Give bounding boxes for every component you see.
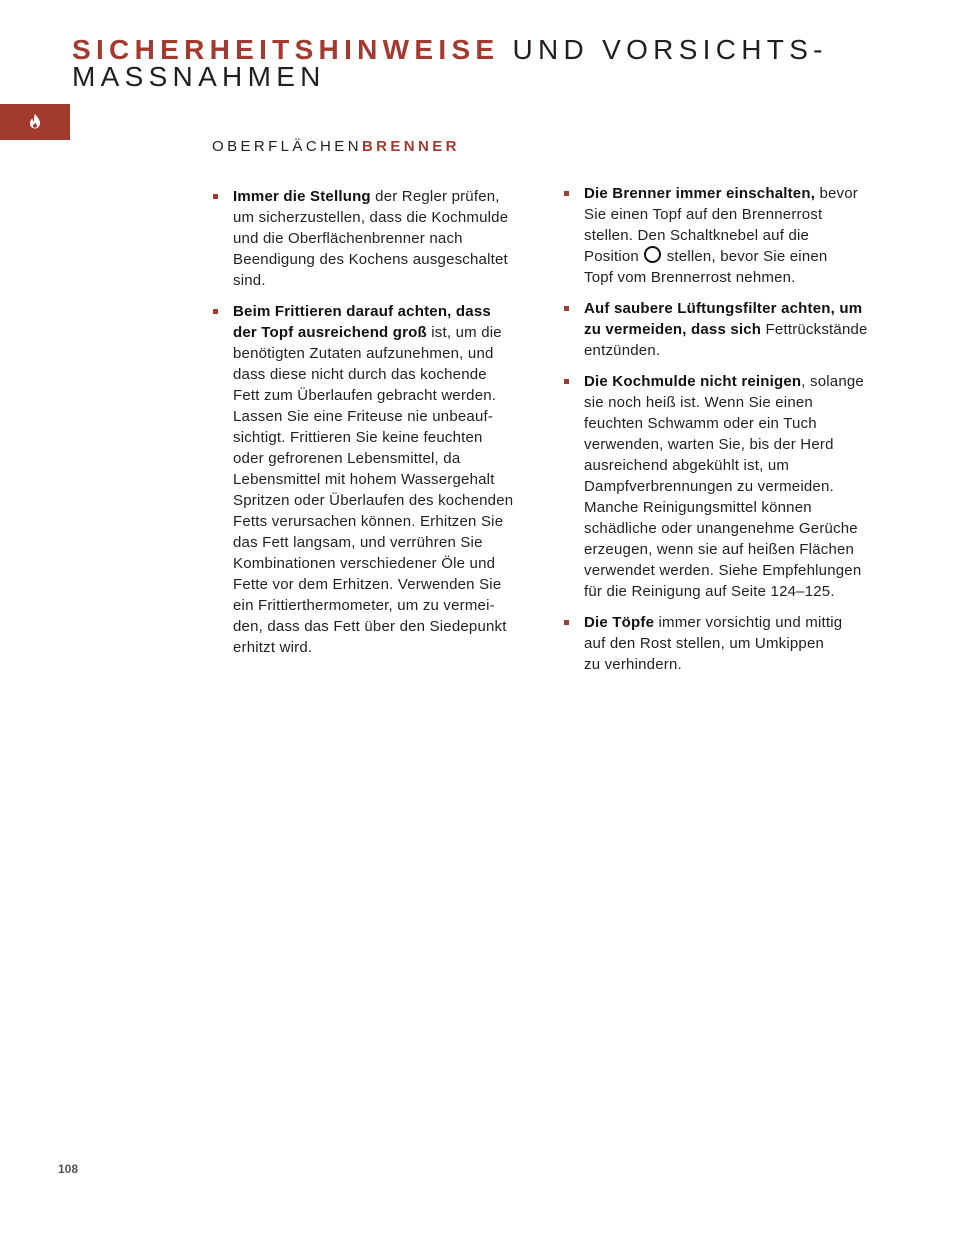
page-title-rest: UND VORSICHTS-: [499, 34, 828, 65]
bullet-square-icon: [564, 191, 569, 196]
item-text: Manche Reinigungsmittel können: [584, 499, 812, 516]
item-lead: Die Brenner immer einschalten,: [584, 185, 816, 202]
item-text: und die Oberflächenbrenner nach: [233, 230, 463, 247]
bullet-square-icon: [564, 620, 569, 625]
item-text: schädliche oder unangenehme Gerüche: [584, 520, 858, 537]
item-text: immer vorsichtig und mittig: [654, 614, 843, 631]
section-tab: [0, 104, 70, 140]
item-text: Fetts verursachen können. Erhitzen Sie: [233, 513, 504, 530]
item-text: feuchten Schwamm oder ein Tuch: [584, 415, 817, 432]
item-text: um sicherzustellen, dass die Kochmulde: [233, 209, 509, 226]
item-text: entzünden.: [584, 342, 661, 359]
item-text: verwendet werden. Siehe Empfehlungen: [584, 562, 862, 579]
item-text: dass diese nicht durch das kochende: [233, 366, 487, 383]
page-title: [72, 36, 932, 90]
item-text: bevor: [815, 185, 858, 202]
item-lead: Immer die Stellung: [233, 188, 371, 205]
bullet-square-icon: [213, 194, 218, 199]
item-text: den, dass das Fett über den Siedepunkt: [233, 618, 507, 635]
item-text: für die Reinigung auf Seite 124–125.: [584, 583, 835, 600]
item-text: Fette vor dem Erhitzen. Verwenden Sie: [233, 576, 502, 593]
item-lead: der Topf ausreichend groß: [233, 324, 427, 341]
item-text: ausreichend abgekühlt ist, um: [584, 457, 790, 474]
bullet-square-icon: [564, 306, 569, 311]
item-text: stellen. Den Schaltknebel auf die: [584, 227, 810, 244]
item-text: Beendigung des Kochens ausgeschaltet: [233, 251, 508, 268]
list-item: [564, 371, 886, 602]
item-text: ein Frittierthermometer, um zu vermei-: [233, 597, 495, 614]
section-heading: [212, 138, 460, 156]
bullet-square-icon: [564, 379, 569, 384]
section-heading-accent: BRENNER: [361, 138, 460, 155]
item-text: sichtigt. Frittieren Sie keine feuchten: [233, 429, 483, 446]
item-text: sie noch heiß ist. Wenn Sie einen: [584, 394, 813, 411]
left-column-list: [213, 186, 533, 668]
list-item: [213, 186, 533, 291]
item-text: erzeugen, wenn sie auf heißen Flächen: [584, 541, 855, 558]
page-number: 108: [58, 1162, 79, 1176]
item-lead: Auf saubere Lüftungsfilter achten, um: [584, 300, 863, 317]
item-text: Fett zum Überlaufen gebracht werden.: [233, 387, 497, 404]
item-text: benötigten Zutaten aufzunehmen, und: [233, 345, 494, 362]
item-lead: zu vermeiden, dass sich: [584, 321, 762, 338]
item-text: Fettrückstände: [761, 321, 868, 338]
page-title-accent: SICHERHEITSHINWEISE: [72, 34, 500, 65]
item-text: Lassen Sie eine Friteuse nie unbeauf-: [233, 408, 494, 425]
list-item: [564, 183, 886, 288]
item-text: Spritzen oder Überlaufen des kochenden: [233, 492, 514, 509]
item-text: Dampfverbrennungen zu vermeiden.: [584, 478, 834, 495]
item-text: Position: [584, 248, 644, 265]
page-title-line2: MASSNAHMEN: [72, 61, 326, 92]
item-text: ist, um die: [426, 324, 502, 341]
item-text: Kombinationen verschiedener Öle und: [233, 555, 496, 572]
item-lead: Die Töpfe: [584, 614, 655, 631]
item-text: der Regler prüfen,: [370, 188, 500, 205]
list-item: [213, 301, 533, 658]
item-text: zu verhindern.: [584, 656, 682, 673]
right-column-list: [564, 183, 886, 685]
off-position-circle-icon: [644, 246, 661, 263]
bullet-square-icon: [213, 309, 218, 314]
item-text: verwenden, warten Sie, bis der Herd: [584, 436, 834, 453]
list-item: [564, 298, 886, 361]
item-text: Topf vom Brennerrost nehmen.: [584, 269, 796, 286]
item-text: Sie einen Topf auf den Brennerrost: [584, 206, 823, 223]
item-text: das Fett langsam, und verrühren Sie: [233, 534, 483, 551]
item-text: Lebensmittel mit hohem Wassergehalt: [233, 471, 495, 488]
section-heading-prefix: OBERFLÄCHEN: [212, 138, 362, 155]
item-lead: Beim Frittieren darauf achten, dass: [233, 303, 491, 320]
flame-icon: [29, 113, 41, 129]
item-text: sind.: [233, 272, 266, 289]
item-text: auf den Rost stellen, um Umkippen: [584, 635, 825, 652]
list-item: [564, 612, 886, 675]
item-text: oder gefrorenen Lebensmittel, da: [233, 450, 461, 467]
item-text: , solange: [801, 373, 864, 390]
item-text: stellen, bevor Sie einen: [662, 248, 828, 265]
item-text: erhitzt wird.: [233, 639, 313, 656]
item-lead: Die Kochmulde nicht reinigen: [584, 373, 802, 390]
